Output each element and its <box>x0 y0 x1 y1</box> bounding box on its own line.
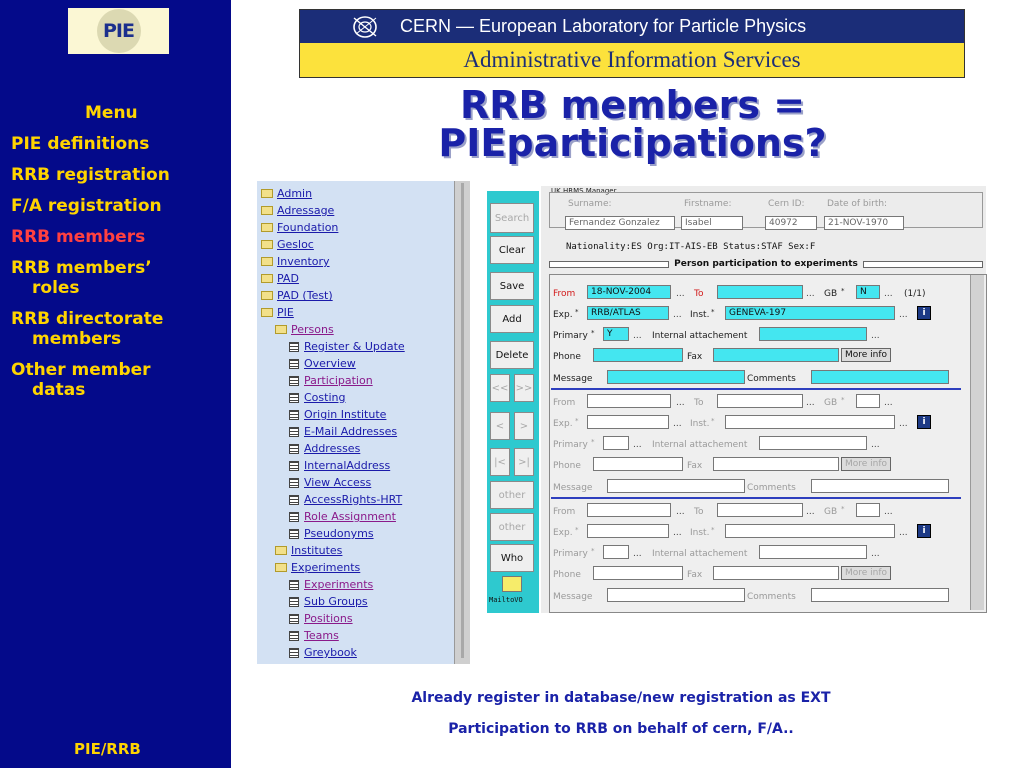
inst-lov[interactable]: ... <box>899 419 908 429</box>
phone-label: Phone <box>553 352 581 362</box>
primary-label: Primary <box>553 549 588 559</box>
menu-title: Menu <box>85 103 138 123</box>
cern-banner <box>299 9 965 78</box>
form-icon <box>289 478 299 488</box>
tree-item-participation[interactable]: Participation <box>289 372 373 389</box>
gb-field-empty[interactable] <box>856 394 880 408</box>
exp-lov[interactable]: ... <box>673 528 682 538</box>
sidebar-menu <box>11 134 226 411</box>
slide-title <box>380 83 885 165</box>
form-icon <box>289 410 299 420</box>
folder-icon <box>261 274 273 283</box>
mail-icon[interactable] <box>502 576 522 592</box>
primary-lov[interactable]: ... <box>633 549 642 559</box>
info-icon[interactable]: i <box>917 306 931 320</box>
from-field[interactable]: 18-NOV-2004 <box>587 285 671 299</box>
menu-item-other-member-datas[interactable]: Other member datas <box>11 360 151 400</box>
inst-field-empty[interactable] <box>725 415 895 429</box>
internal-lov[interactable]: ... <box>871 331 880 341</box>
delete-button[interactable]: Delete <box>490 341 534 369</box>
primary-required-star: * <box>591 547 595 555</box>
gb-label: GB <box>824 289 838 299</box>
manager-label: UK HRMS Manager <box>551 187 617 195</box>
scrollbar-track <box>461 183 464 658</box>
gb-lov[interactable]: ... <box>884 398 893 408</box>
exp-label: Exp. <box>553 419 573 429</box>
inst-required-star: * <box>711 308 715 316</box>
form-button-column <box>487 191 539 613</box>
gb-required-star: * <box>841 396 845 404</box>
primary-required-star: * <box>591 329 595 337</box>
tree-item-adressage[interactable]: Adressage <box>261 202 334 219</box>
form-icon <box>289 512 299 522</box>
to-lov[interactable]: ... <box>806 507 815 517</box>
inst-label: Inst. <box>690 528 710 538</box>
internal-attachement-field-empty[interactable] <box>759 436 867 450</box>
banner-title: CERN — European Laboratory for Particle Physics <box>400 16 807 36</box>
menu-item-rrb-directorate-members[interactable]: RRB directorate members <box>11 309 164 349</box>
exp-field[interactable]: RRB/ATLAS <box>587 306 669 320</box>
to-label: To <box>694 289 704 299</box>
inst-lov[interactable]: ... <box>899 310 908 320</box>
inst-required-star: * <box>711 526 715 534</box>
form-icon <box>289 529 299 539</box>
to-label: To <box>694 507 704 517</box>
menu-item-fa-registration[interactable]: F/A registration <box>11 196 162 216</box>
clear-button[interactable]: Clear <box>490 236 534 264</box>
nationality-line: Nationality:ES Org:IT-AIS-EB Status:STAF Sex:F <box>566 242 816 252</box>
from-lov[interactable]: ... <box>676 289 685 299</box>
internal-attachement-label: Internal attachement <box>652 440 748 450</box>
banner-bottom <box>300 43 964 77</box>
tree-item-internaladdress[interactable]: InternalAddress <box>289 457 390 474</box>
more-info-button[interactable]: More info <box>841 566 891 580</box>
form-icon <box>289 444 299 454</box>
phone-field[interactable] <box>593 348 683 362</box>
add-button[interactable]: Add <box>490 305 534 333</box>
next-record-button[interactable]: > <box>514 412 534 440</box>
tree-item-positions[interactable]: Positions <box>289 610 353 627</box>
section-bar <box>549 260 983 268</box>
record-separator <box>551 497 961 499</box>
inst-field[interactable]: GENEVA-197 <box>725 306 895 320</box>
phone-field-empty[interactable] <box>593 457 683 471</box>
to-lov[interactable]: ... <box>806 398 815 408</box>
caption-line-1: Already register in database/new registration as EXT <box>411 690 831 706</box>
exp-required-star: * <box>575 417 579 425</box>
primary-lov[interactable]: ... <box>633 440 642 450</box>
firstname-label: Firstname: <box>684 199 732 209</box>
prev-block-button[interactable]: << <box>490 374 510 402</box>
folder-icon <box>261 206 273 215</box>
mailto-label: MailtoVO <box>489 596 523 604</box>
pie-logo-badge: PIE <box>97 9 141 53</box>
footer-label: PIE/RRB <box>74 740 141 758</box>
fax-label: Fax <box>687 352 703 362</box>
tree-item-inventory[interactable]: Inventory <box>261 253 330 270</box>
exp-field-empty[interactable] <box>587 524 669 538</box>
info-icon[interactable]: i <box>917 524 931 538</box>
form-icon <box>289 631 299 641</box>
primary-required-star: * <box>591 438 595 446</box>
tree-item-pad[interactable]: PAD <box>261 270 299 287</box>
inst-field-empty[interactable] <box>725 524 895 538</box>
tree-item-admin[interactable]: Admin <box>261 185 312 202</box>
left-sidebar <box>0 0 231 768</box>
more-info-button[interactable]: More info <box>841 457 891 471</box>
tree-item-role-assignment[interactable]: Role Assignment <box>289 508 396 525</box>
open-folder-icon <box>275 563 287 572</box>
inst-lov[interactable]: ... <box>899 528 908 538</box>
banner-top <box>300 10 964 43</box>
tree-item-email-addresses[interactable]: E-Mail Addresses <box>289 423 397 440</box>
form-icon <box>289 376 299 386</box>
comments-label: Comments <box>747 483 796 493</box>
firstname-field[interactable]: Isabel <box>681 216 743 230</box>
phone-label: Phone <box>553 570 581 580</box>
gb-lov[interactable]: ... <box>884 289 893 299</box>
tree-item-experiments[interactable]: Experiments <box>289 576 373 593</box>
tree-item-accessrights-hrt[interactable]: AccessRights-HRT <box>289 491 402 508</box>
tree-panel <box>257 181 454 664</box>
surname-label: Surname: <box>568 199 612 209</box>
dob-field[interactable]: 21-NOV-1970 <box>824 216 904 230</box>
primary-field-empty[interactable] <box>603 545 629 559</box>
tree-item-overview[interactable]: Overview <box>289 355 356 372</box>
message-label: Message <box>553 483 593 493</box>
exp-lov[interactable]: ... <box>673 419 682 429</box>
form-icon <box>289 614 299 624</box>
message-label: Message <box>553 592 593 602</box>
tree-item-view-access[interactable]: View Access <box>289 474 371 491</box>
internal-attachement-label: Internal attachement <box>652 549 748 559</box>
tree-item-persons[interactable]: Persons <box>275 321 334 338</box>
other-button-2[interactable]: other <box>490 513 534 541</box>
from-label: From <box>553 289 576 299</box>
dob-label: Date of birth: <box>827 199 888 209</box>
primary-label: Primary <box>553 331 588 341</box>
internal-lov[interactable]: ... <box>871 549 880 559</box>
menu-item-rrb-registration[interactable]: RRB registration <box>11 165 170 185</box>
gb-label: GB <box>824 398 838 408</box>
record-separator <box>551 388 961 390</box>
internal-attachement-label: Internal attachement <box>652 331 748 341</box>
pie-logo <box>68 8 169 54</box>
primary-field-empty[interactable] <box>603 436 629 450</box>
from-label: From <box>553 398 576 408</box>
tree-item-costing[interactable]: Costing <box>289 389 345 406</box>
tree-item-institutes[interactable]: Institutes <box>275 542 342 559</box>
folder-icon <box>261 223 273 232</box>
gb-lov[interactable]: ... <box>884 507 893 517</box>
last-record-button[interactable]: >| <box>514 448 534 476</box>
form-icon <box>289 648 299 658</box>
exp-label: Exp. <box>553 310 573 320</box>
tree-item-sub-groups[interactable]: Sub Groups <box>289 593 368 610</box>
folder-icon <box>261 291 273 300</box>
fax-field-empty[interactable] <box>713 457 839 471</box>
tree-scrollbar[interactable] <box>454 181 470 664</box>
menu-item-pie-definitions[interactable]: PIE definitions <box>11 134 150 154</box>
form-icon <box>289 495 299 505</box>
from-field-empty[interactable] <box>587 394 671 408</box>
form-icon <box>289 342 299 352</box>
form-icon <box>289 393 299 403</box>
tree-item-teams[interactable]: Teams <box>289 627 339 644</box>
to-lov[interactable]: ... <box>806 289 815 299</box>
tree-item-pie[interactable]: PIE <box>261 304 294 321</box>
message-field[interactable] <box>607 370 745 384</box>
gb-required-star: * <box>841 505 845 513</box>
primary-lov[interactable]: ... <box>633 331 642 341</box>
search-button[interactable]: Search <box>490 203 534 233</box>
menu-item-rrb-members[interactable]: RRB members <box>11 227 146 247</box>
from-field-empty[interactable] <box>587 503 671 517</box>
form-icon <box>289 427 299 437</box>
surname-field[interactable]: Fernandez Gonzalez <box>565 216 675 230</box>
banner-subtitle: Administrative Information Services <box>463 47 801 72</box>
exp-required-star: * <box>575 526 579 534</box>
message-field-empty[interactable] <box>607 479 745 493</box>
cernid-label: Cern ID: <box>768 199 805 209</box>
exp-required-star: * <box>575 308 579 316</box>
phone-label: Phone <box>553 461 581 471</box>
gb-required-star: * <box>841 287 845 295</box>
folder-icon <box>275 546 287 555</box>
section-title: Person participation to experiments <box>674 259 858 269</box>
open-folder-icon <box>275 325 287 334</box>
comments-field-empty[interactable] <box>811 588 949 602</box>
primary-field[interactable]: Y <box>603 327 629 341</box>
cern-logo-icon <box>350 14 380 40</box>
section-bar-left <box>549 261 669 268</box>
record-count: (1/1) <box>904 289 926 299</box>
save-button[interactable]: Save <box>490 272 534 300</box>
folder-icon <box>261 240 273 249</box>
from-lov[interactable]: ... <box>676 398 685 408</box>
menu-item-rrb-members-roles[interactable]: RRB members’ roles <box>11 258 152 298</box>
phone-field-empty[interactable] <box>593 566 683 580</box>
tree-item-pad-test[interactable]: PAD (Test) <box>261 287 333 304</box>
comments-field-empty[interactable] <box>811 479 949 493</box>
inst-label: Inst. <box>690 419 710 429</box>
from-label: From <box>553 507 576 517</box>
slide-title-line2: PIEparticipations? <box>438 121 827 165</box>
inst-required-star: * <box>711 417 715 425</box>
caption-line-2: Participation to RRB on behalf of cern, F/A.. <box>448 721 794 737</box>
folder-icon <box>261 257 273 266</box>
message-field-empty[interactable] <box>607 588 745 602</box>
form-icon <box>289 597 299 607</box>
tree-item-register-update[interactable]: Register & Update <box>289 338 405 355</box>
comments-field[interactable] <box>811 370 949 384</box>
tree-item-origin-institute[interactable]: Origin Institute <box>289 406 386 423</box>
tree-item-foundation[interactable]: Foundation <box>261 219 338 236</box>
participation-form <box>541 186 986 613</box>
who-button[interactable]: Who <box>490 544 534 572</box>
form-icon <box>289 580 299 590</box>
panel-scrollbar[interactable] <box>970 275 984 610</box>
to-field-empty[interactable] <box>717 503 803 517</box>
exp-field-empty[interactable] <box>587 415 669 429</box>
fax-label: Fax <box>687 461 703 471</box>
first-record-button[interactable]: |< <box>490 448 510 476</box>
form-icon <box>289 359 299 369</box>
tree-item-greybook[interactable]: Greybook <box>289 644 357 661</box>
tree-item-pseudonyms[interactable]: Pseudonyms <box>289 525 374 542</box>
other-button-1[interactable]: other <box>490 481 534 509</box>
open-folder-icon <box>261 308 273 317</box>
exp-lov[interactable]: ... <box>673 310 682 320</box>
section-bar-right <box>863 261 983 268</box>
prev-record-button[interactable]: < <box>490 412 510 440</box>
fax-field[interactable] <box>713 348 839 362</box>
comments-label: Comments <box>747 374 796 384</box>
fax-field-empty[interactable] <box>713 566 839 580</box>
exp-label: Exp. <box>553 528 573 538</box>
to-field[interactable] <box>717 285 803 299</box>
internal-lov[interactable]: ... <box>871 440 880 450</box>
to-field-empty[interactable] <box>717 394 803 408</box>
gb-field[interactable]: N <box>856 285 880 299</box>
tree-item-addresses[interactable]: Addresses <box>289 440 360 457</box>
fax-label: Fax <box>687 570 703 580</box>
comments-label: Comments <box>747 592 796 602</box>
folder-icon <box>261 189 273 198</box>
internal-attachement-field[interactable] <box>759 327 867 341</box>
internal-attachement-field-empty[interactable] <box>759 545 867 559</box>
gb-field-empty[interactable] <box>856 503 880 517</box>
form-icon <box>289 461 299 471</box>
slide-title-line1: RRB members = <box>459 83 806 127</box>
primary-label: Primary <box>553 440 588 450</box>
cernid-field[interactable]: 40972 <box>765 216 817 230</box>
more-info-button[interactable]: More info <box>841 348 891 362</box>
from-lov[interactable]: ... <box>676 507 685 517</box>
info-icon[interactable]: i <box>917 415 931 429</box>
next-block-button[interactable]: >> <box>514 374 534 402</box>
message-label: Message <box>553 374 593 384</box>
tree-item-gesloc[interactable]: Gesloc <box>261 236 314 253</box>
to-label: To <box>694 398 704 408</box>
tree-item-experiments-folder[interactable]: Experiments <box>275 559 360 576</box>
gb-label: GB <box>824 507 838 517</box>
inst-label: Inst. <box>690 310 710 320</box>
